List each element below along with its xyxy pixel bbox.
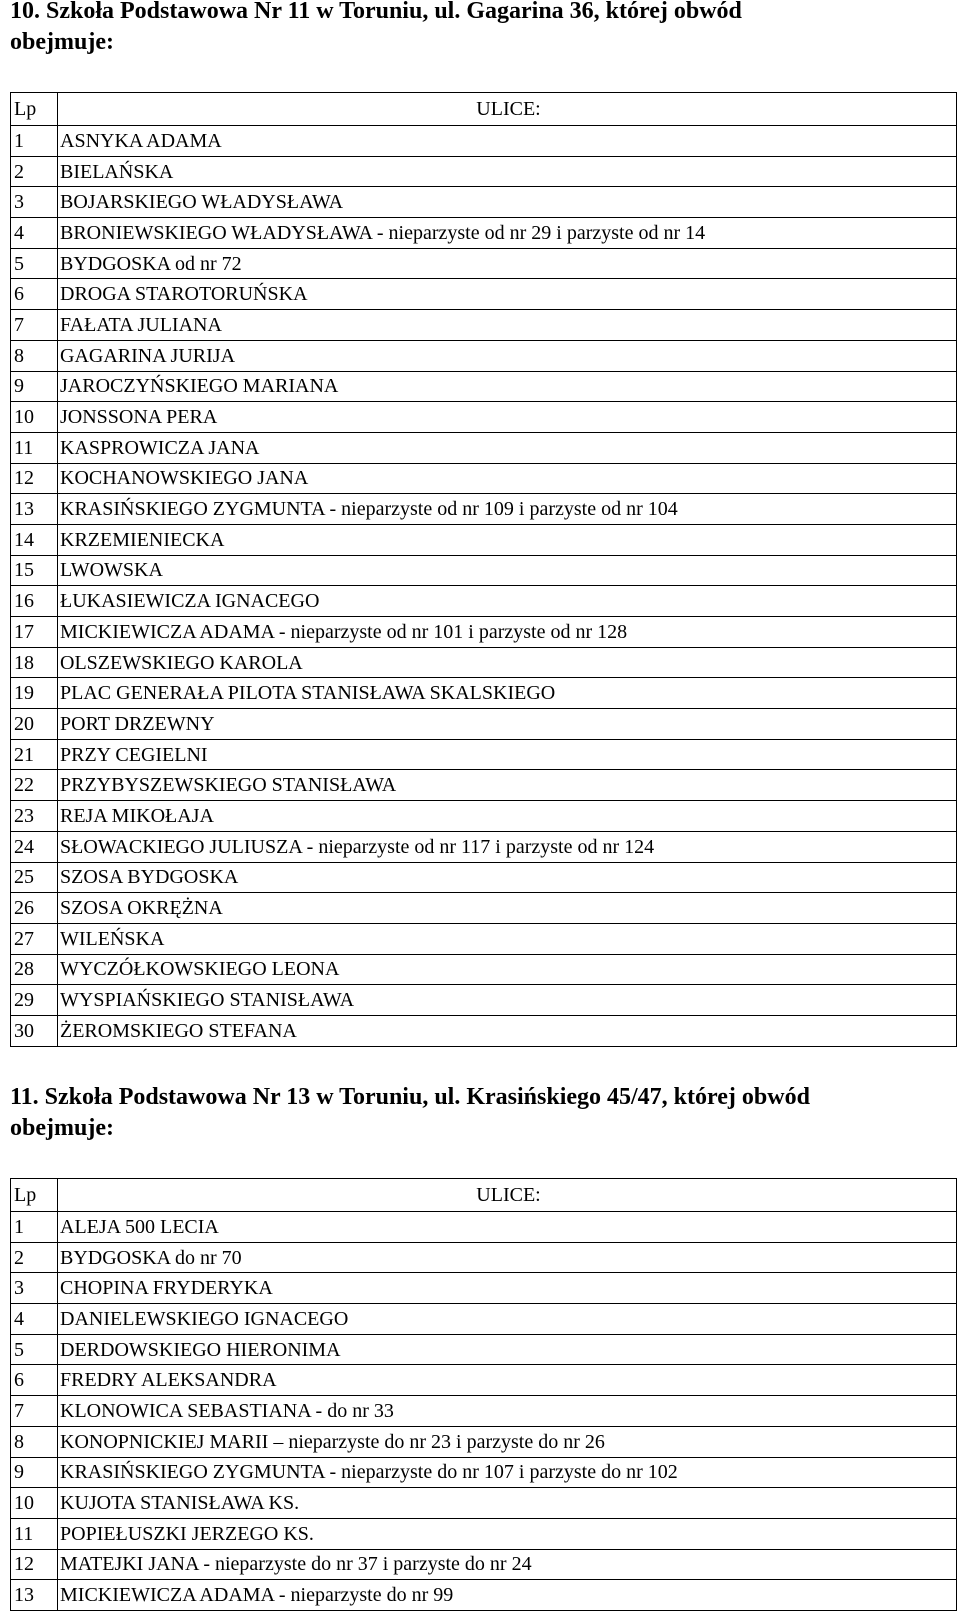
street-name: KLONOWICA SEBASTIANA - do nr 33 xyxy=(58,1396,957,1427)
table-row xyxy=(11,156,957,187)
table-row xyxy=(11,524,957,555)
row-number: 10 xyxy=(11,402,58,433)
row-number: 13 xyxy=(11,494,58,525)
row-number: 16 xyxy=(11,586,58,617)
street-name: BIELAŃSKA xyxy=(58,156,957,187)
row-number: 25 xyxy=(11,862,58,893)
table-row xyxy=(11,985,957,1016)
table-row xyxy=(11,1518,957,1549)
table-row xyxy=(11,617,957,648)
street-name: POPIEŁUSZKI JERZEGO KS. xyxy=(58,1518,957,1549)
row-number: 29 xyxy=(11,985,58,1016)
table-row xyxy=(11,678,957,709)
row-number: 2 xyxy=(11,1242,58,1273)
street-name: DANIELEWSKIEGO IGNACEGO xyxy=(58,1304,957,1335)
row-number: 15 xyxy=(11,555,58,586)
row-number: 4 xyxy=(11,1304,58,1335)
row-number: 12 xyxy=(11,1549,58,1580)
table-row xyxy=(11,739,957,770)
street-name: WYCZÓŁKOWSKIEGO LEONA xyxy=(58,954,957,985)
table-row xyxy=(11,402,957,433)
street-name: BYDGOSKA od nr 72 xyxy=(58,248,957,279)
table-row xyxy=(11,647,957,678)
row-number: 7 xyxy=(11,310,58,341)
section-11-subtitle: obejmuje: xyxy=(10,1115,114,1141)
ulice-column-header: ULICE: xyxy=(58,1179,957,1212)
row-number: 30 xyxy=(11,1015,58,1046)
table-row xyxy=(11,1457,957,1488)
row-number: 18 xyxy=(11,647,58,678)
row-number: 6 xyxy=(11,1365,58,1396)
ulice-column-header: ULICE: xyxy=(58,93,957,126)
table-row xyxy=(11,831,957,862)
table-row xyxy=(11,586,957,617)
street-name: BOJARSKIEGO WŁADYSŁAWA xyxy=(58,187,957,218)
street-name: KONOPNICKIEJ MARII – nieparzyste do nr 23 i parzyste do nr 26 xyxy=(58,1426,957,1457)
street-name: WILEŃSKA xyxy=(58,923,957,954)
street-name: SŁOWACKIEGO JULIUSZA - nieparzyste od nr 117 i parzyste od nr 124 xyxy=(58,831,957,862)
section-10-heading xyxy=(10,0,950,58)
row-number: 5 xyxy=(11,1334,58,1365)
row-number: 5 xyxy=(11,248,58,279)
table-row xyxy=(11,187,957,218)
row-number: 28 xyxy=(11,954,58,985)
table-row xyxy=(11,1015,957,1046)
row-number: 6 xyxy=(11,279,58,310)
street-name: LWOWSKA xyxy=(58,555,957,586)
table-row xyxy=(11,954,957,985)
table-row xyxy=(11,1396,957,1427)
row-number: 22 xyxy=(11,770,58,801)
street-name: SZOSA BYDGOSKA xyxy=(58,862,957,893)
street-name: KASPROWICZA JANA xyxy=(58,432,957,463)
row-number: 1 xyxy=(11,1212,58,1243)
table-row xyxy=(11,555,957,586)
street-name: KRASIŃSKIEGO ZYGMUNTA - nieparzyste do nr 107 i parzyste do nr 102 xyxy=(58,1457,957,1488)
row-number: 1 xyxy=(11,126,58,157)
street-name: KOCHANOWSKIEGO JANA xyxy=(58,463,957,494)
row-number: 21 xyxy=(11,739,58,770)
row-number: 24 xyxy=(11,831,58,862)
table-row xyxy=(11,1304,957,1335)
row-number: 26 xyxy=(11,893,58,924)
section-11-table-body xyxy=(11,1179,957,1611)
section-10-table-body xyxy=(11,93,957,1047)
row-number: 4 xyxy=(11,218,58,249)
table-row xyxy=(11,1426,957,1457)
table-row xyxy=(11,218,957,249)
table-row xyxy=(11,1580,957,1611)
street-name: PRZYBYSZEWSKIEGO STANISŁAWA xyxy=(58,770,957,801)
table-row xyxy=(11,770,957,801)
row-number: 11 xyxy=(11,432,58,463)
table-row xyxy=(11,862,957,893)
table-row xyxy=(11,893,957,924)
table-header-row xyxy=(11,93,957,126)
table-row xyxy=(11,126,957,157)
row-number: 12 xyxy=(11,463,58,494)
table-row xyxy=(11,463,957,494)
street-name: ALEJA 500 LECIA xyxy=(58,1212,957,1243)
row-number: 8 xyxy=(11,1426,58,1457)
street-name: ASNYKA ADAMA xyxy=(58,126,957,157)
row-number: 9 xyxy=(11,1457,58,1488)
section-11-heading xyxy=(10,1082,950,1144)
table-row xyxy=(11,801,957,832)
row-number: 17 xyxy=(11,617,58,648)
street-name: DERDOWSKIEGO HIERONIMA xyxy=(58,1334,957,1365)
row-number: 8 xyxy=(11,340,58,371)
street-name: FREDRY ALEKSANDRA xyxy=(58,1365,957,1396)
table-row xyxy=(11,1549,957,1580)
street-name: WYSPIAŃSKIEGO STANISŁAWA xyxy=(58,985,957,1016)
street-name: PLAC GENERAŁA PILOTA STANISŁAWA SKALSKIEGO xyxy=(58,678,957,709)
street-name: BRONIEWSKIEGO WŁADYSŁAWA - nieparzyste od nr 29 i parzyste od nr 14 xyxy=(58,218,957,249)
row-number: 2 xyxy=(11,156,58,187)
table-row xyxy=(11,923,957,954)
row-number: 11 xyxy=(11,1518,58,1549)
street-name: BYDGOSKA do nr 70 xyxy=(58,1242,957,1273)
street-name: OLSZEWSKIEGO KAROLA xyxy=(58,647,957,678)
table-row xyxy=(11,248,957,279)
street-name: KRASIŃSKIEGO ZYGMUNTA - nieparzyste od nr 109 i parzyste od nr 104 xyxy=(58,494,957,525)
section-10-subtitle: obejmuje: xyxy=(10,29,114,55)
section-11-street-table xyxy=(10,1178,957,1611)
table-row xyxy=(11,1365,957,1396)
row-number: 7 xyxy=(11,1396,58,1427)
street-name: PRZY CEGIELNI xyxy=(58,739,957,770)
row-number: 3 xyxy=(11,187,58,218)
street-name: MICKIEWICZA ADAMA - nieparzyste do nr 99 xyxy=(58,1580,957,1611)
row-number: 20 xyxy=(11,709,58,740)
street-name: KUJOTA STANISŁAWA KS. xyxy=(58,1488,957,1519)
street-name: FAŁATA JULIANA xyxy=(58,310,957,341)
row-number: 9 xyxy=(11,371,58,402)
row-number: 27 xyxy=(11,923,58,954)
row-number: 23 xyxy=(11,801,58,832)
street-name: JAROCZYŃSKIEGO MARIANA xyxy=(58,371,957,402)
street-name: PORT DRZEWNY xyxy=(58,709,957,740)
street-name: MATEJKI JANA - nieparzyste do nr 37 i parzyste do nr 24 xyxy=(58,1549,957,1580)
table-row xyxy=(11,1334,957,1365)
section-10-title: 10. Szkoła Podstawowa Nr 11 w Toruniu, ul. Gagarina 36, której obwód xyxy=(10,0,742,24)
table-header-row xyxy=(11,1179,957,1212)
table-row xyxy=(11,1212,957,1243)
table-row xyxy=(11,340,957,371)
street-name: CHOPINA FRYDERYKA xyxy=(58,1273,957,1304)
street-name: ŁUKASIEWICZA IGNACEGO xyxy=(58,586,957,617)
table-row xyxy=(11,494,957,525)
section-11-title: 11. Szkoła Podstawowa Nr 13 w Toruniu, ul. Krasińskiego 45/47, której obwód xyxy=(10,1084,810,1110)
row-number: 10 xyxy=(11,1488,58,1519)
street-name: KRZEMIENIECKA xyxy=(58,524,957,555)
section-10-street-table xyxy=(10,92,957,1047)
lp-column-header: Lp xyxy=(11,93,58,126)
table-row xyxy=(11,1488,957,1519)
street-name: JONSSONA PERA xyxy=(58,402,957,433)
street-name: GAGARINA JURIJA xyxy=(58,340,957,371)
lp-column-header: Lp xyxy=(11,1179,58,1212)
row-number: 3 xyxy=(11,1273,58,1304)
row-number: 13 xyxy=(11,1580,58,1611)
row-number: 19 xyxy=(11,678,58,709)
table-row xyxy=(11,1273,957,1304)
table-row xyxy=(11,1242,957,1273)
table-row xyxy=(11,310,957,341)
table-row xyxy=(11,432,957,463)
table-row xyxy=(11,371,957,402)
table-row xyxy=(11,279,957,310)
street-name: DROGA STAROTORUŃSKA xyxy=(58,279,957,310)
street-name: REJA MIKOŁAJA xyxy=(58,801,957,832)
street-name: MICKIEWICZA ADAMA - nieparzyste od nr 101 i parzyste od nr 128 xyxy=(58,617,957,648)
row-number: 14 xyxy=(11,524,58,555)
street-name: SZOSA OKRĘŻNA xyxy=(58,893,957,924)
street-name: ŻEROMSKIEGO STEFANA xyxy=(58,1015,957,1046)
table-row xyxy=(11,709,957,740)
